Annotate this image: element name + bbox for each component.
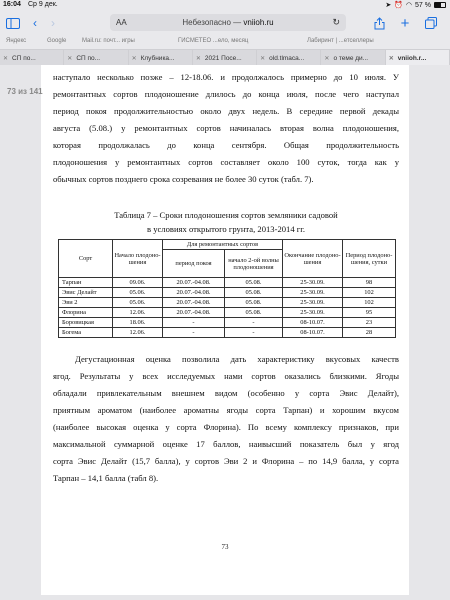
cell-sort: Эви 2 [59, 298, 113, 308]
favorites-bar [0, 36, 450, 48]
table-row [59, 288, 396, 298]
cell-period: 102 [343, 298, 396, 308]
cell-sort: Эвис Делайт [59, 288, 113, 298]
cell-period: 28 [343, 328, 396, 338]
page-counter: 73 из 141 [7, 87, 43, 96]
reload-icon[interactable]: ↻ [332, 17, 340, 27]
close-tab-icon[interactable]: ✕ [195, 55, 201, 62]
cell-second: 05.08. [225, 308, 283, 318]
close-tab-icon[interactable]: ✕ [67, 55, 73, 62]
text-line: обладали привлекательным внешнем видом (особенно у сорта Эвис Делайт), [53, 388, 399, 398]
text-line: Тарпан – 14,1 балла (табл 8). [53, 473, 159, 483]
text-line: ягод. Результаты у всех исследуемых нами сортов оказались близкими. Ягоды [53, 371, 399, 381]
text-line: сорта Эвис Делайт (15,7 балла), у сортов Эви 2 и Флорина – по 14,9 балла, у сорта [53, 456, 399, 466]
tab[interactable] [321, 50, 385, 66]
battery-fill [435, 3, 441, 7]
header-second-wave: начало 2-ой волны плодоношения [225, 250, 283, 278]
text-line: которая продолжалась до конца сентября. Общая продолжительность [53, 140, 399, 150]
cell-sort: Боровицкая [59, 318, 113, 328]
tab-title: vniioh.r... [397, 54, 427, 62]
tab-title: СП по... [76, 54, 101, 62]
cell-end: 25-30.09. [283, 308, 343, 318]
text-line: ремонтантных сортов плодоношение длилось до конца июля, после чего наступал [53, 89, 399, 99]
address-host: vniioh.ru [243, 18, 274, 27]
battery-icon [434, 2, 446, 8]
table-row [59, 278, 396, 288]
text-line: максимальной суммарной оценке 17 баллов, наивысший показатель был у ягод [53, 439, 399, 449]
cell-start: 12.06. [113, 328, 163, 338]
header-remontant: Для ремонтантных сортов [163, 240, 283, 250]
tabs-overview-icon[interactable] [422, 14, 440, 32]
cell-sort: Флорина [59, 308, 113, 318]
status-time: 16:04 [3, 1, 21, 8]
header-start: Начало плодоно-шения [113, 240, 163, 278]
text-line: Дегустационная оценка позволила дать характеристику вкусовых качеств [75, 354, 399, 364]
table-row [59, 318, 396, 328]
address-bar[interactable] [110, 14, 346, 31]
cell-second: 05.08. [225, 298, 283, 308]
cell-end: 25-30.09. [283, 298, 343, 308]
cell-second: - [225, 328, 283, 338]
favorite-item[interactable]: Яндекс [6, 38, 27, 44]
cell-second: - [225, 318, 283, 328]
cell-rest: 20.07.-04.08. [163, 298, 225, 308]
tab[interactable] [257, 50, 321, 66]
favorite-item[interactable]: Google [47, 38, 67, 44]
cell-second: 05.08. [225, 288, 283, 298]
cell-start: 18.06. [113, 318, 163, 328]
cell-sort: Богема [59, 328, 113, 338]
text-line: (наиболее высокая оценка у сорта Флорина). По всему комплексу признаков, при [53, 422, 399, 432]
browser-toolbar [0, 10, 450, 36]
cell-rest: - [163, 328, 225, 338]
table-caption-line-2: в условиях открытого грунта, 2013-2014 гг. [146, 224, 306, 234]
text-line: наступало несколько позже – 12-18.06. и продолжалось примерно до 10 июля. У [53, 72, 399, 82]
paragraph-1 [53, 69, 399, 188]
paragraph-2 [53, 351, 399, 487]
cell-rest: 20.07.-04.08. [163, 288, 225, 298]
tab[interactable] [193, 50, 257, 66]
header-sort: Сорт [59, 240, 113, 278]
status-date: Ср 9 дек. [28, 1, 58, 8]
header-end: Окончание плодоно-шения [283, 240, 343, 278]
location-icon: ➤ [385, 2, 392, 9]
header-period: Период плодоно-шения, сутки [343, 240, 396, 278]
cell-sort: Тарпан [59, 278, 113, 288]
cell-start: 05.06. [113, 288, 163, 298]
close-tab-icon[interactable]: ✕ [388, 55, 394, 62]
text-line: приятным ароматом (наиболее ароматны ягоды сорта Тарпан) и хорошим вкусом [53, 405, 399, 415]
tab-title: 2021 Посе... [204, 54, 242, 62]
alarm-icon: ⏰ [394, 2, 403, 9]
tab-title: о теме ди... [333, 54, 369, 62]
tab[interactable] [0, 50, 64, 66]
header-rest: период покоя [163, 250, 225, 278]
close-tab-icon[interactable]: ✕ [324, 55, 330, 62]
close-tab-icon[interactable]: ✕ [260, 55, 266, 62]
status-bar [0, 0, 450, 10]
cell-start: 09.06. [113, 278, 163, 288]
share-icon[interactable] [370, 14, 388, 32]
cell-end: 25-30.09. [283, 278, 343, 288]
cell-rest: 20.07.-04.08. [163, 278, 225, 288]
cell-start: 05.06. [113, 298, 163, 308]
text-line: обычных сортов позднего срока созревания не более 30 суток (табл. 7). [53, 174, 314, 184]
cell-rest: - [163, 318, 225, 328]
favorite-item[interactable]: Лабиринт | ...етселлеры [307, 38, 374, 44]
close-tab-icon[interactable]: ✕ [131, 55, 137, 62]
table-row [59, 308, 396, 318]
close-tab-icon[interactable]: ✕ [3, 55, 9, 62]
cell-second: 05.08. [225, 278, 283, 288]
cell-period: 95 [343, 308, 396, 318]
new-tab-icon[interactable]: + [400, 14, 410, 32]
pdf-viewer[interactable] [0, 65, 450, 600]
tab-title: Клубника... [140, 54, 175, 62]
cell-start: 12.06. [113, 308, 163, 318]
tab-title: old.tlmaca... [269, 54, 305, 62]
tab[interactable] [129, 50, 193, 66]
table-caption-line-1: Таблица 7 – Сроки плодоношения сортов земляники садовой [114, 210, 338, 220]
table-row [59, 298, 396, 308]
text-line: августа (5.08.) у ремонтантных сортов начиналась вторая волна плодоношения, [53, 123, 399, 133]
tab[interactable] [64, 50, 128, 66]
cell-rest: 20.07.-04.08. [163, 308, 225, 318]
tab-bar [0, 49, 450, 65]
page-number: 73 [221, 543, 229, 551]
favorite-item[interactable]: Mail.ru: почт... игры [82, 38, 135, 44]
cell-end: 25-30.09. [283, 288, 343, 298]
wifi-icon: ◠ [405, 2, 413, 9]
cell-end: 08-10.07. [283, 318, 343, 328]
reader-aa-button[interactable]: AA [116, 18, 127, 27]
battery-percent: 57 % [415, 1, 431, 9]
security-label: Небезопасно — [182, 18, 242, 27]
text-line: плодоношения у ремонтантных сортов составляет около 100 суток, тогда как у [53, 157, 399, 167]
cell-period: 98 [343, 278, 396, 288]
cell-end: 08-10.07. [283, 328, 343, 338]
text-line: период покоя продолжительностью около двух недель. В середине первой декады [53, 106, 399, 116]
favorite-item[interactable]: ГИСМЕТЕО ...ело, месяц [178, 38, 249, 44]
cell-period: 23 [343, 318, 396, 328]
sidebar-icon[interactable] [4, 14, 22, 32]
table-row [59, 328, 396, 338]
forward-icon[interactable]: › [51, 16, 55, 30]
fruiting-table [58, 239, 396, 338]
status-right [385, 1, 446, 9]
tab-title: СП по... [12, 54, 36, 62]
cell-period: 102 [343, 288, 396, 298]
back-icon[interactable]: ‹ [33, 16, 37, 30]
tab-active[interactable] [386, 50, 450, 66]
